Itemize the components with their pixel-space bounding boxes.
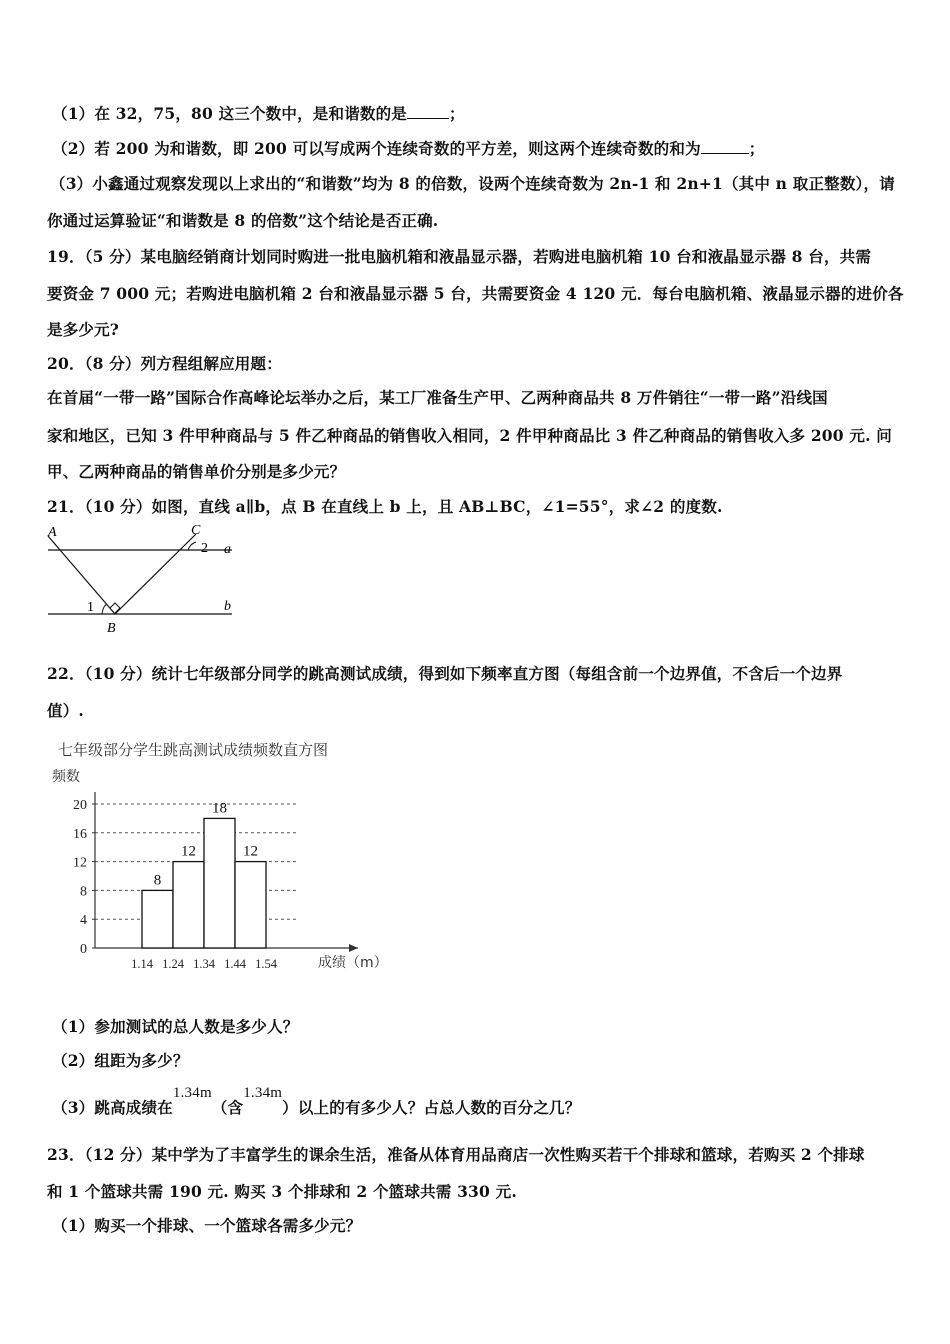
q20-line3: 家和地区，已知 3 件甲种商品与 5 件乙种商品的销售收入相同，2 件甲种商品比 3 件乙种商品的销售收入多 200 元. 问 [47,426,892,445]
x-axis-arrow [349,944,358,952]
q22-sub3: （3）跳高成绩在1.34m（含1.34m）以上的有多少人？占总人数的百分之几？ [52,1085,581,1117]
segment-BC [115,534,196,614]
x-tick-label: 1.24 [162,957,184,971]
value-1.34m: 1.34m [172,1085,212,1101]
bar-value-label: 8 [153,872,162,889]
chart-title: 七年级部分学生跳高测试成绩频数直方图 [58,741,329,759]
angle-1-arc [102,604,107,614]
q18-sub1: （1）在 32，75，80 这三个数中，是和谐数的是 ； [52,104,465,123]
y-tick-label: 4 [80,913,87,929]
y-tick-label: 12 [73,855,87,871]
q18-sub3-line2: 你通过运算验证“和谐数是 8 的倍数”这个结论是否正确. [47,211,439,230]
bar-value-label: 12 [181,843,196,860]
histogram-bar [204,818,235,948]
y-tick-label: 8 [80,884,87,900]
y-tick-label: 0 [80,942,87,957]
q22-line2: 值）. [47,701,84,720]
q20-line2: 在首届“一带一路”国际合作高峰论坛举办之后，某工厂准备生产甲、乙两种商品共 8 万件销往“一带一路”沿线国 [47,388,828,407]
answer-blank [407,104,449,119]
right-angle-mark [110,603,120,613]
q21-line1: 21．（10 分）如图，直线 a∥b，点 B 在直线上 b 上，且 AB⊥BC，∠1=55°，求∠2 的度数. [47,497,723,516]
q19-line1: 19．（5 分）某电脑经销商计划同时购进一批电脑机箱和液晶显示器，若购进电脑机箱 10 台和液晶显示器 8 台，共需 [47,247,872,266]
label-1: 1 [87,600,94,615]
q18-sub2: （2）若 200 为和谐数，即 200 可以写成两个连续奇数的平方差，则这两个连续奇数的和为 ； [52,139,765,158]
q23-sub1: （1）购买一个排球、一个篮球各需多少元？ [52,1216,362,1235]
histogram-bar [142,890,173,948]
q19-line2: 要资金 7 000 元；若购进电脑机箱 2 台和液晶显示器 5 台，共需要资金 4 120 元．每台电脑机箱、液晶显示器的进价各 [47,284,904,303]
q22-line1: 22．（10 分）统计七年级部分同学的跳高测试成绩，得到如下频率直方图（每组含前一个边界值，不含后一个边界 [47,664,843,683]
x-tick-label: 1.14 [131,957,153,971]
answer-blank [701,139,749,154]
x-tick-label: 1.44 [224,957,246,971]
angle-2-arc [188,542,196,550]
histogram-bar [235,862,266,948]
bar-value-label: 12 [243,843,258,860]
parallel-lines-figure [40,520,250,640]
q22-sub2: （2）组距为多少？ [52,1051,189,1070]
q19-line3: 是多少元? [47,320,120,339]
q18-sub3-line1: （3）小鑫通过观察发现以上求出的“和谐数”均为 8 的倍数，设两个连续奇数为 2n-1 和 2n+1（其中 n 取正整数），请 [50,174,895,193]
x-tick-label: 1.34 [193,957,215,971]
label-b: b [224,599,231,614]
label-B: B [107,621,116,636]
x-tick-label: 1.54 [255,957,277,971]
q22-sub1: （1）参加测试的总人数是多少人？ [52,1017,299,1036]
q20-line1: 20．（8 分）列方程组解应用题： [47,354,282,373]
x-axis-label: 成绩（m） [318,955,388,971]
histogram-chart [40,735,420,980]
histogram-bar [173,862,204,948]
q23-line2: 和 1 个篮球共需 190 元. 购买 3 个排球和 2 个篮球共需 330 元. [47,1182,517,1201]
label-C: C [191,523,201,538]
label-a: a [224,542,231,557]
segment-AB [48,536,115,614]
y-axis-label: 频数 [52,769,80,785]
label-2: 2 [201,541,208,556]
bar-value-label: 18 [212,800,227,817]
y-tick-label: 20 [73,798,87,813]
q23-line1: 23．（12 分）某中学为了丰富学生的课余生活，准备从体育用品商店一次性购买若干个排球和篮球，若购买 2 个排球 [47,1145,865,1164]
q20-line4: 甲、乙两种商品的销售单价分别是多少元？ [47,462,346,481]
y-tick-label: 16 [73,826,87,842]
value-1.34m: 1.34m [243,1085,283,1101]
label-A: A [48,525,57,540]
